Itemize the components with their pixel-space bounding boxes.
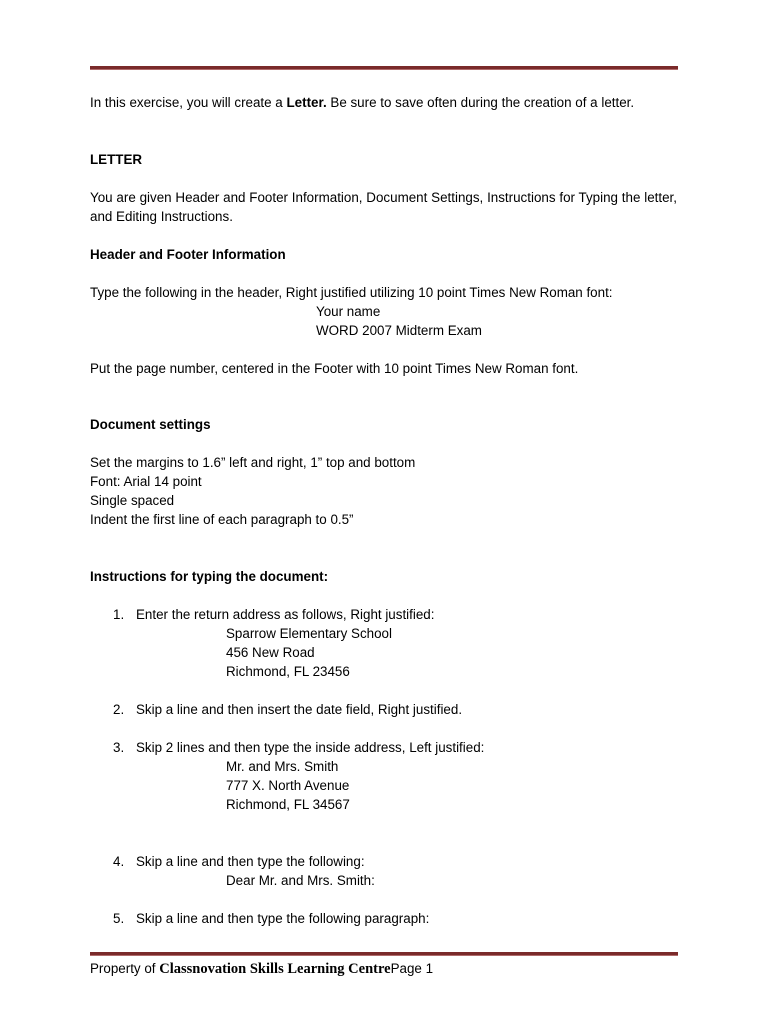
return-address-line: 456 New Road	[226, 645, 315, 660]
footer-rule	[90, 952, 678, 956]
intro-suffix: Be sure to save often during the creation of a letter.	[326, 95, 635, 110]
intro-prefix: In this exercise, you will create a	[90, 95, 287, 110]
settings-line-font: Font: Arial 14 point	[90, 474, 202, 489]
list-item-number: 2.	[113, 702, 125, 717]
intro-paragraph	[90, 93, 634, 112]
settings-line-spacing: Single spaced	[90, 493, 175, 508]
inside-address-line: Mr. and Mrs. Smith	[226, 759, 339, 774]
page-number: Page 1	[390, 961, 434, 976]
header-footer-heading: Header and Footer Information	[90, 247, 286, 262]
header-line-exam: WORD 2007 Midterm Exam	[316, 323, 482, 338]
page-footer	[90, 959, 433, 979]
list-item-text: Skip a line and then type the following:	[136, 854, 365, 869]
list-item-text: Skip a line and then insert the date field, Right justified.	[136, 702, 463, 717]
salutation-line: Dear Mr. and Mrs. Smith:	[226, 873, 375, 888]
footer-prefix: Property of	[90, 961, 160, 976]
return-address-line: Sparrow Elementary School	[226, 626, 392, 641]
list-item-text: Skip a line and then type the following paragraph:	[136, 911, 430, 926]
footer-instruction: Put the page number, centered in the Footer with 10 point Times New Roman font.	[90, 361, 579, 376]
list-item-text: Enter the return address as follows, Right justified:	[136, 607, 435, 622]
list-item-number: 1.	[113, 607, 125, 622]
inside-address-line: 777 X. North Avenue	[226, 778, 350, 793]
header-rule	[90, 66, 678, 70]
letter-heading: LETTER	[90, 152, 143, 167]
header-instruction: Type the following in the header, Right justified utilizing 10 point Times New Roman font:	[90, 285, 613, 300]
footer-organization: Classnovation Skills Learning Centre	[159, 961, 391, 977]
document-settings-heading: Document settings	[90, 417, 211, 432]
list-item-number: 3.	[113, 740, 125, 755]
return-address-line: Richmond, FL 23456	[226, 664, 350, 679]
settings-line-margins: Set the margins to 1.6” left and right, 1” top and bottom	[90, 455, 416, 470]
inside-address-line: Richmond, FL 34567	[226, 797, 350, 812]
list-item-text: Skip 2 lines and then type the inside address, Left justified:	[136, 740, 485, 755]
intro-bold: Letter.	[286, 95, 327, 110]
settings-line-indent: Indent the first line of each paragraph to 0.5”	[90, 512, 354, 527]
list-item-number: 4.	[113, 854, 125, 869]
list-item-number: 5.	[113, 911, 125, 926]
header-line-name: Your name	[316, 304, 381, 319]
instructions-heading: Instructions for typing the document:	[90, 569, 329, 584]
overview-paragraph: You are given Header and Footer Information, Document Settings, Instructions for Typing the letter, and Editing Instructions.	[90, 190, 677, 224]
